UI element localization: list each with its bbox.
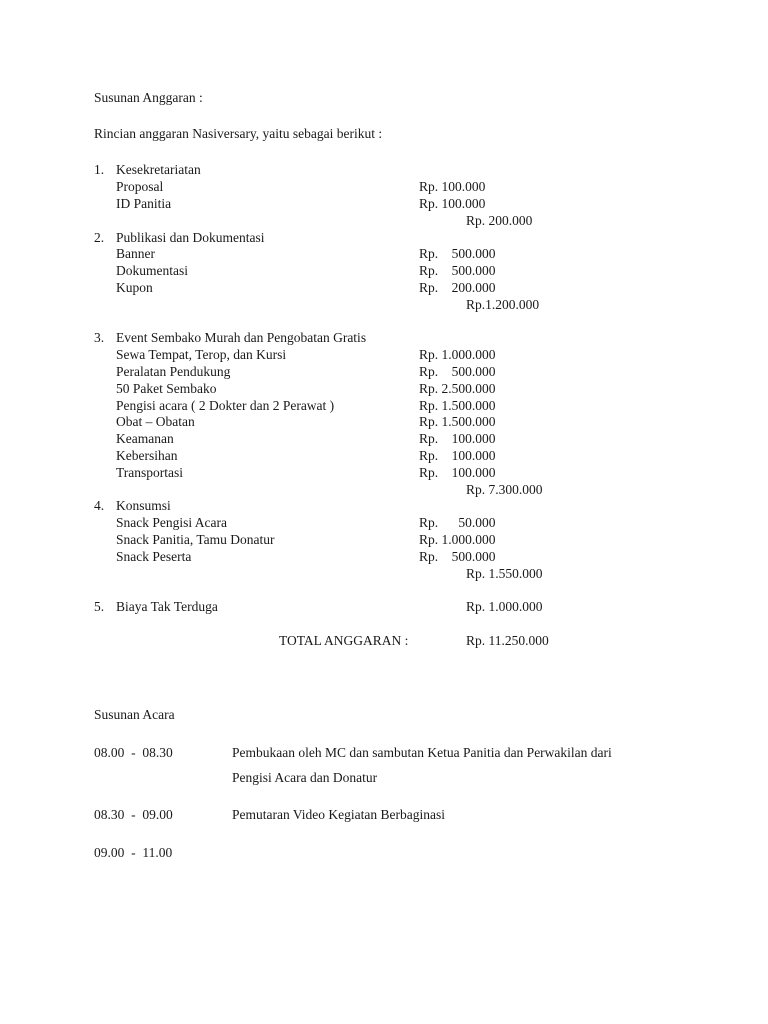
schedule-description: Pemutaran Video Kegiatan Berbaginasi [232, 807, 446, 822]
section-subtotal: Rp. 1.000.000 [466, 599, 543, 614]
section-title: Publikasi dan Dokumentasi [116, 230, 265, 245]
budget-item-amount: Rp. 100.000 [419, 431, 496, 446]
budget-heading: Susunan Anggaran : [94, 90, 203, 105]
budget-item-name: Keamanan [116, 431, 174, 446]
budget-item-amount: Rp. 100.000 [419, 465, 496, 480]
budget-item-amount: Rp. 500.000 [419, 263, 496, 278]
section-number: 1. [94, 162, 105, 177]
budget-item-name: Snack Peserta [116, 549, 192, 564]
schedule-time: 08.00 - 08.30 [94, 745, 173, 760]
budget-item-amount: Rp. 500.000 [419, 246, 496, 261]
total-label: TOTAL ANGGARAN : [279, 633, 409, 648]
budget-item-name: Transportasi [116, 465, 184, 480]
section-number: 2. [94, 230, 105, 245]
budget-item-amount: Rp. 100.000 [419, 196, 486, 211]
schedule-heading: Susunan Acara [94, 707, 175, 722]
budget-item-name: Snack Panitia, Tamu Donatur [116, 532, 275, 547]
section-title: Konsumsi [116, 498, 171, 513]
section-number: 5. [94, 599, 105, 614]
section-subtotal: Rp. 7.300.000 [466, 482, 543, 497]
schedule-time: 08.30 - 09.00 [94, 807, 173, 822]
budget-item-amount: Rp. 100.000 [419, 179, 486, 194]
budget-item-name: Snack Pengisi Acara [116, 515, 227, 530]
budget-item-name: Pengisi acara ( 2 Dokter dan 2 Perawat ) [116, 398, 335, 413]
budget-item-name: Kupon [116, 280, 153, 295]
section-subtotal: Rp. 200.000 [466, 213, 533, 228]
budget-item-amount: Rp. 1.000.000 [419, 532, 496, 547]
budget-item-amount: Rp. 500.000 [419, 549, 496, 564]
budget-intro: Rincian anggaran Nasiversary, yaitu sebagai berikut : [94, 126, 383, 141]
budget-item-name: 50 Paket Sembako [116, 381, 217, 396]
budget-item-amount: Rp. 1.000.000 [419, 347, 496, 362]
budget-item-amount: Rp. 1.500.000 [419, 398, 496, 413]
budget-item-amount: Rp. 100.000 [419, 448, 496, 463]
budget-item-name: Peralatan Pendukung [116, 364, 231, 379]
section-number: 4. [94, 498, 105, 513]
schedule-description: Pembukaan oleh MC dan sambutan Ketua Panitia dan Perwakilan dari [232, 745, 612, 760]
budget-item-amount: Rp. 200.000 [419, 280, 496, 295]
budget-item-amount: Rp. 500.000 [419, 364, 496, 379]
total-value: Rp. 11.250.000 [466, 633, 549, 648]
budget-item-name: Dokumentasi [116, 263, 188, 278]
budget-item-name: Sewa Tempat, Terop, dan Kursi [116, 347, 287, 362]
budget-item-amount: Rp. 1.500.000 [419, 414, 496, 429]
budget-item-name: Proposal [116, 179, 164, 194]
budget-item-name: Banner [116, 246, 155, 261]
section-number: 3. [94, 330, 105, 345]
section-title: Event Sembako Murah dan Pengobatan Gratis [116, 330, 367, 345]
section-title: Kesekretariatan [116, 162, 201, 177]
schedule-description-continued: Pengisi Acara dan Donatur [232, 770, 378, 785]
budget-item-name: ID Panitia [116, 196, 172, 211]
budget-item-name: Obat – Obatan [116, 414, 195, 429]
section-title: Biaya Tak Terduga [116, 599, 218, 614]
budget-item-amount: Rp. 2.500.000 [419, 381, 496, 396]
section-subtotal: Rp.1.200.000 [466, 297, 540, 312]
budget-item-amount: Rp. 50.000 [419, 515, 496, 530]
section-subtotal: Rp. 1.550.000 [466, 566, 543, 581]
schedule-time: 09.00 - 11.00 [94, 845, 173, 860]
budget-item-name: Kebersihan [116, 448, 178, 463]
